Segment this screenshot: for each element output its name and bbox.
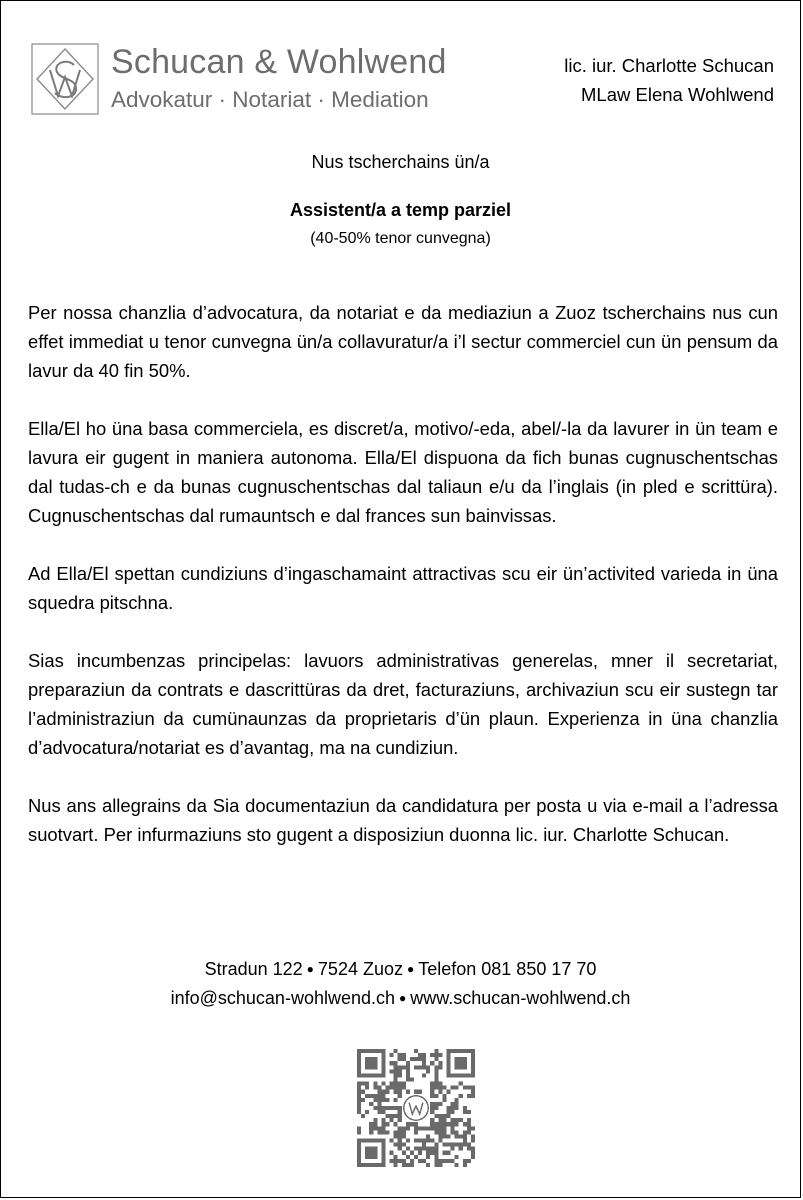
partner-list xyxy=(564,51,774,109)
qr-code-icon[interactable] xyxy=(357,1049,475,1167)
body-paragraph: Per nossa chanzlia d’advocatura, da notariat e da mediaziun a Zuoz tscherchains nus cun effet immediat u tenor cunvegna ün/a collavuratur/a i’l sectur commerciel cun ün pensum da lavur da 40 fin 50%. xyxy=(28,302,778,381)
firm-logo-icon xyxy=(31,43,99,115)
posting-intro: Nus tscherchains ün/a xyxy=(311,152,490,172)
job-title: Assistent/a a temp parziel xyxy=(289,200,512,220)
body-paragraph: Ella/El ho üna basa commerciela, es discret/a, motivo/-eda, abel/-la da lavurer in ün team e lavura eir gugent in maniera autonoma. Ella/El dispuona da fich bunas cugnuschentschas dal tudas-ch e da bunas cugnuschentschas dal taliaun e/u da l’inglais (in pled e scrittüra). Cugnuschentschas dal rumauntsch e dal frances sun bainvissas. xyxy=(28,418,778,526)
partner-name: lic. iur. Charlotte Schucan xyxy=(564,55,774,76)
contact-line-address xyxy=(1,955,800,984)
bullet-separator: ● xyxy=(399,991,407,1005)
phone-number: Telefon 081 850 17 70 xyxy=(418,959,597,979)
job-workload: (40-50% tenor cunvegna) xyxy=(310,230,491,247)
website-link[interactable]: www.schucan-wohlwend.ch xyxy=(410,988,631,1008)
email-link[interactable]: info@schucan-wohlwend.ch xyxy=(170,988,396,1008)
partner-name: MLaw Elena Wohlwend xyxy=(581,84,774,105)
street-address: Stradun 122 xyxy=(204,959,303,979)
contact-line-online xyxy=(1,984,800,1013)
body-paragraph: Ad Ella/El spettan cundiziuns d’ingaschamaint attractivas scu eir ün’activited varieda in üna squedra pitschna. xyxy=(28,563,778,613)
bullet-separator: ● xyxy=(406,962,415,976)
firm-tagline: Advokatur · Notariat · Mediation xyxy=(111,87,429,112)
body-paragraph: Nus ans allegrains da Sia documentaziun da candidatura per posta u via e-mail a l’adressa suotvart. Per infurmaziuns sto gugent a disposiziun duonna lic. iur. Charlotte Schucan. xyxy=(28,795,778,845)
town: 7524 Zuoz xyxy=(317,959,403,979)
firm-name: Schucan & Wohlwend xyxy=(111,43,447,81)
posting-body xyxy=(28,298,778,849)
contact-block xyxy=(1,955,800,1013)
bullet-separator: ● xyxy=(306,962,314,976)
body-paragraph: Sias incumbenzas principelas: lavuors administrativas generelas, mner il secretariat, preparaziun da contrats e dascrittüras da dret, facturaziuns, archivaziun scu eir sustegn tar l’administraziun da cumünaunzas da proprietaris d’ün plaun. Experienza in üna chanzlia d’advocatura/notariat es d’avantag, ma na cundiziun. xyxy=(28,650,778,758)
